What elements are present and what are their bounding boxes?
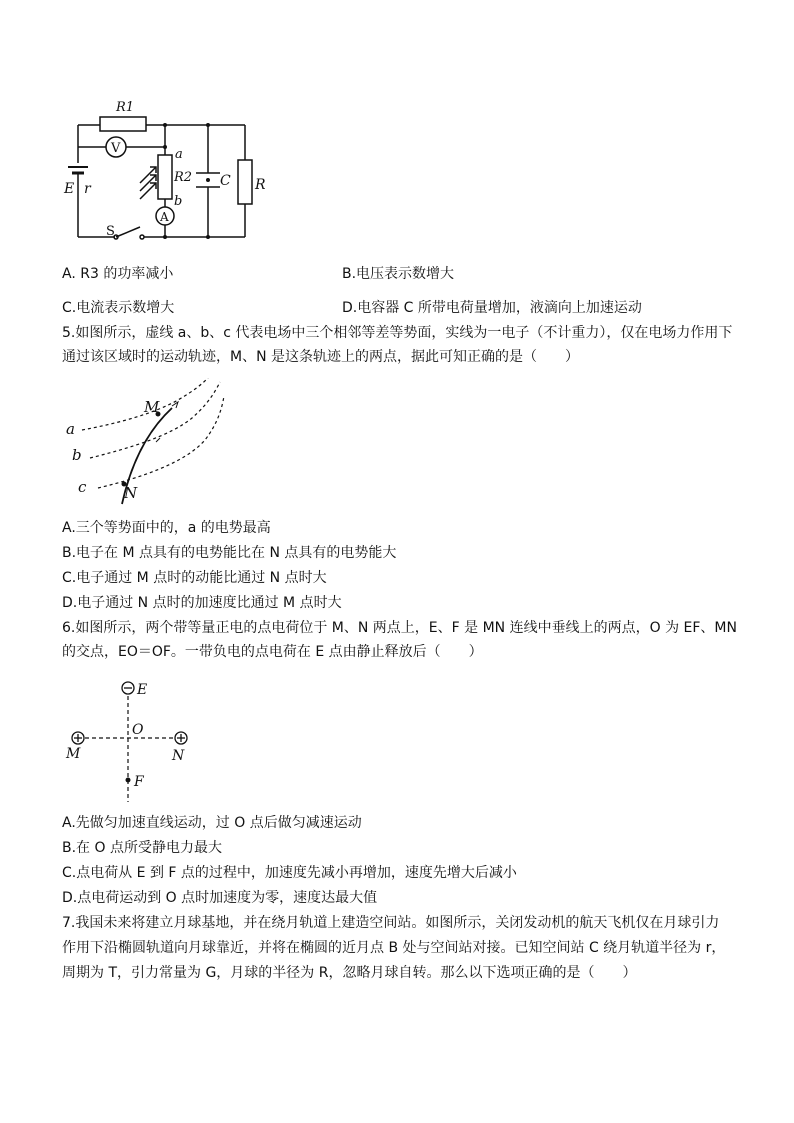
label-r3: R — [255, 177, 266, 193]
q5-option-c: C.电子通过 M 点时的动能比通过 N 点时大 — [62, 570, 327, 586]
q6-option-a: A.先做匀加速直线运动，过 O 点后做匀减速运动 — [62, 815, 362, 831]
q5-stem-line2: 通过该区域时的运动轨迹，M、N 是这条轨迹上的两点，据此可知正确的是（ ） — [62, 349, 579, 365]
label-v: V — [111, 141, 121, 156]
label-n: N — [172, 748, 185, 764]
q7-stem-line1: 7.我国未来将建立月球基地，并在绕月轨道上建造空间站。如图所示，关闭发动机的航天飞机仅在月球引力 — [62, 915, 720, 931]
circuit-diagram — [60, 95, 275, 245]
label-a: a — [66, 420, 75, 438]
label-a: a — [175, 147, 183, 162]
q4-option-c: C.电流表示数增大 — [62, 300, 175, 316]
resistor-r2 — [158, 155, 172, 199]
label-r: r — [84, 181, 91, 197]
label-c: C — [220, 173, 231, 189]
q5-option-d: D.电子通过 N 点时的加速度比通过 M 点时大 — [62, 595, 342, 611]
label-ammeter: A — [160, 210, 169, 224]
resistor-r1 — [100, 117, 146, 131]
label-m: M — [144, 398, 160, 416]
label-e: E — [137, 682, 148, 698]
label-o: O — [132, 722, 144, 738]
q7-stem-line3: 周期为 T，引力常量为 G，月球的半径为 R，忽略月球自转。那么以下选项正确的是（ ） — [62, 965, 637, 981]
label-n: N — [124, 484, 138, 502]
q4-option-d: D.电容器 C 所带电荷量增加，液滴向上加速运动 — [342, 300, 642, 316]
q4-option-b: B.电压表示数增大 — [342, 266, 455, 282]
label-r1: R1 — [116, 100, 135, 115]
label-f: F — [134, 774, 144, 790]
label-e: E — [64, 181, 75, 197]
q6-stem-line2: 的交点，EO＝OF。一带负电的点电荷在 E 点由静止释放后（ ） — [62, 644, 483, 660]
label-b: b — [72, 446, 82, 464]
q6-stem-line1: 6.如图所示，两个带等量正电的点电荷位于 M、N 两点上，E、F 是 MN 连线中垂线上的两点，O 为 EF、MN — [62, 620, 737, 636]
q5-stem-line1: 5.如图所示，虚线 a、b、c 代表电场中三个相邻等差等势面，实线为一电子（不计重力），仅在电场力作用下 — [62, 325, 733, 341]
q7-stem-line2: 作用下沿椭圆轨道向月球靠近，并将在椭圆的近月点 B 处与空间站对接。已知空间站 C 绕月轨道半径为 r， — [62, 940, 726, 956]
label-r2: R2 — [174, 170, 193, 185]
label-s: S — [106, 224, 115, 239]
q6-option-b: B.在 O 点所受静电力最大 — [62, 840, 222, 856]
q4-option-a: A. R3 的功率减小 — [62, 266, 174, 282]
equipotential-diagram — [60, 378, 230, 508]
label-b: b — [174, 194, 183, 209]
resistor-r3 — [238, 160, 252, 204]
q6-option-c: C.点电荷从 E 到 F 点的过程中，加速度先减小再增加，速度先增大后减小 — [62, 865, 517, 881]
point-charge-diagram — [60, 674, 200, 809]
label-m: M — [66, 746, 81, 762]
label-c: c — [78, 478, 87, 496]
q5-option-a: A.三个等势面中的，a 的电势最高 — [62, 520, 271, 536]
q6-option-d: D.点电荷运动到 O 点时加速度为零，速度达最大值 — [62, 890, 378, 906]
q5-option-b: B.电子在 M 点具有的电势能比在 N 点具有的电势能大 — [62, 545, 397, 561]
